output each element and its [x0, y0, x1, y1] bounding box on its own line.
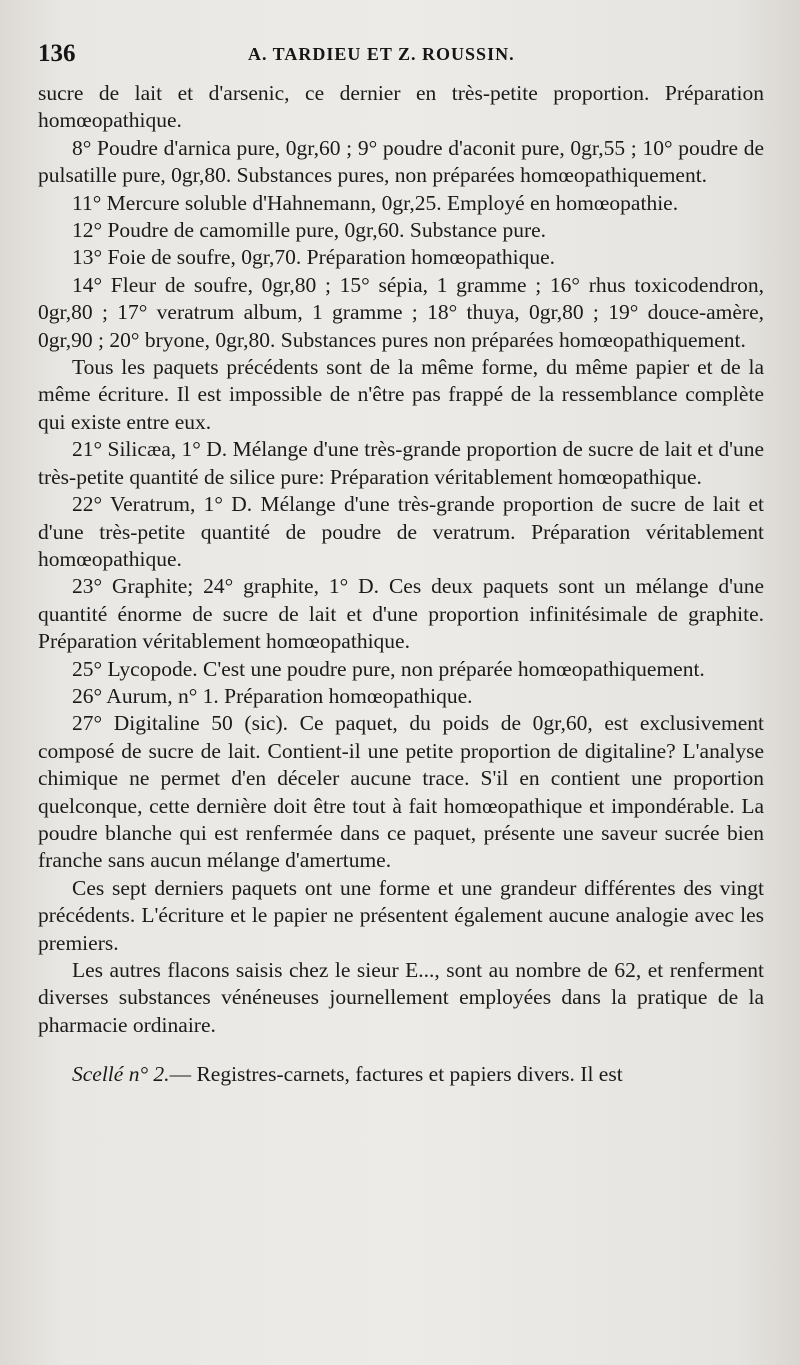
paragraph: 14° Fleur de soufre, 0gr,80 ; 15° sépia, 1 gramme ; 16° rhus toxicodendron, 0gr,80 ; 17° veratrum album, 1 gramme ; 18° thuya, 0gr,80 ; 19° douce-amère, 0gr,90 ; 20° bryone, 0gr,80. Substances pures non préparées homœopathiquement.	[38, 272, 764, 352]
page-header	[38, 38, 762, 70]
running-head: A. TARDIEU ET Z. ROUSSIN.	[248, 44, 515, 64]
paragraph: 25° Lycopode. C'est une poudre pure, non préparée homœopathiquement.	[72, 656, 705, 681]
paragraph: 11° Mercure soluble d'Hahnemann, 0gr,25. Employé en homœopathie.	[72, 190, 679, 215]
body-text	[38, 80, 764, 1089]
paragraph: 13° Foie de soufre, 0gr,70. Préparation homœopathique.	[72, 245, 556, 270]
paragraph: sucre de lait et d'arsenic, ce dernier en très-petite proportion. Préparation homœopathique.	[38, 81, 764, 133]
paragraph: 12° Poudre de camomille pure, 0gr,60. Substance pure.	[72, 218, 547, 243]
paragraph: 27° Digitaline 50 (sic). Ce paquet, du poids de 0gr,60, est exclusivement composé de sucre de lait. Contient-il une petite proportion de digitaline? L'analyse chimique ne permet d'en déceler aucune trace. S'il en contient une proportion quelconque, cette dernière doit être tout à fait homœopathique et impondérable. La poudre blanche qui est renfermée dans ce paquet, présente une saveur sucrée bien franche sans aucun mélange d'amertume.	[38, 711, 764, 873]
seal-paragraph	[38, 1061, 764, 1088]
seal-label: Scellé n° 2.	[72, 1062, 170, 1087]
page-number: 136	[38, 40, 76, 67]
paragraph: Ces sept derniers paquets ont une forme et une grandeur différentes des vingt précédents. L'écriture et le papier ne présentent également aucune analogie avec les premiers.	[38, 875, 764, 955]
paragraph: 22° Veratrum, 1° D. Mélange d'une très-grande proportion de sucre de lait et d'une très-petite quantité de poudre de veratrum. Préparation véritablement homœopathique.	[38, 492, 764, 571]
paragraph: Tous les paquets précédents sont de la même forme, du même papier et de la même écriture. Il est impossible de n'être pas frappé de la ressemblance complète qui existe entre eux.	[38, 355, 764, 434]
paragraph: 23° Graphite; 24° graphite, 1° D. Ces deux paquets sont un mélange d'une quantité énorme de sucre de lait et d'une proportion infinitésimale de graphite. Préparation véritablement homœopathique.	[38, 574, 764, 654]
paragraph: 21° Silicæa, 1° D. Mélange d'une très-grande proportion de sucre de lait et d'une très-petite quantité de silice pure: Préparation véritablement homœopathique.	[38, 437, 764, 489]
seal-text: — Registres-carnets, factures et papiers divers. Il est	[169, 1062, 623, 1087]
paragraph: Les autres flacons saisis chez le sieur E..., sont au nombre de 62, et renferment diverses substances vénéneuses journellement employées dans la pratique de la pharmacie ordinaire.	[38, 958, 764, 1037]
paragraph: 26° Aurum, n° 1. Préparation homœopathique.	[72, 683, 473, 708]
paragraph: 8° Poudre d'arnica pure, 0gr,60 ; 9° poudre d'aconit pure, 0gr,55 ; 10° poudre de pulsatille pure, 0gr,80. Substances pures, non préparées homœopathiquement.	[38, 135, 764, 188]
